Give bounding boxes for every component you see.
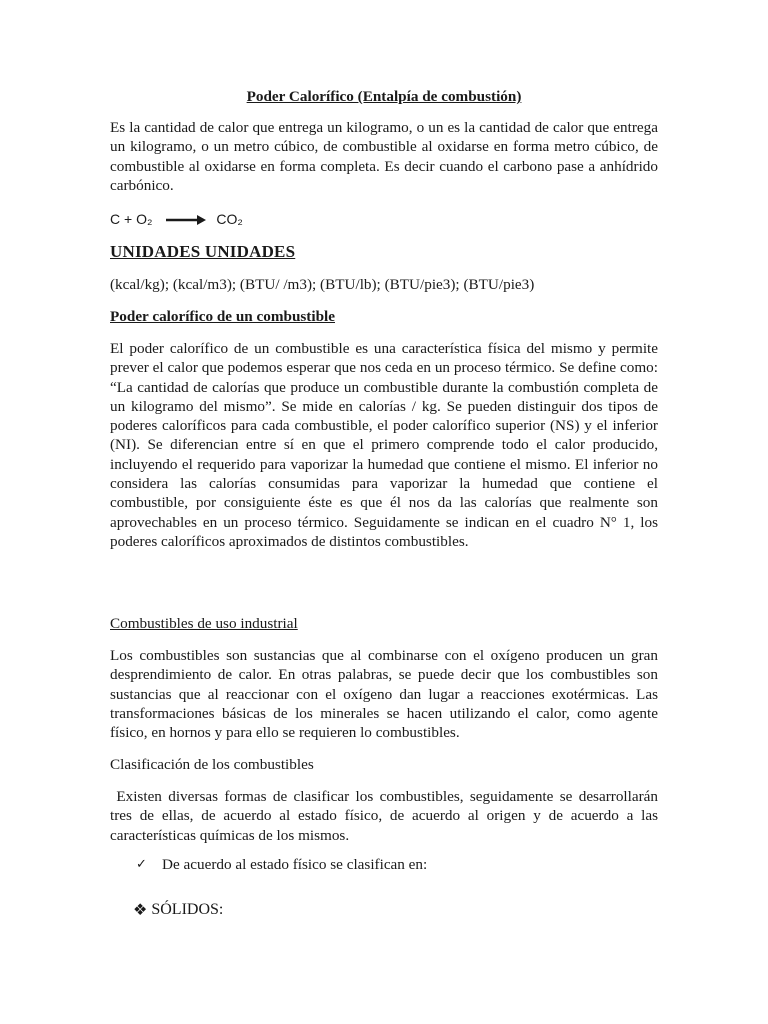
check-item-text: De acuerdo al estado físico se clasifican en:	[162, 856, 428, 873]
checkmark-icon: ✓	[136, 857, 147, 872]
units-list: (kcal/kg); (kcal/m3); (BTU/ /m3); (BTU/lb); (BTU/pie3); (BTU/pie3)	[110, 276, 535, 293]
industrial-fuels-paragraph: Los combustibles son sustancias que al combinarse con el oxígeno producen un gran desprendimiento de calor. En otras palabras, se puede decir que los combustibles son sustancias que al reaccionar con el oxígeno dan lugar a reacciones exotérmicas. Las transformaciones básicas de los minerales se hacen utilizando el calor, como agente físico, en hornos y para ello se requieren lo combustibles.	[110, 647, 658, 742]
poder-calorifico-heading: Poder calorífico de un combustible	[110, 308, 335, 325]
industrial-fuels-heading: Combustibles de uso industrial	[110, 615, 298, 632]
poder-calorifico-paragraph: El poder calorífico de un combustible es una característica física del mismo y permite prever el calor que podemos esperar que nos ceda en un proceso térmico. Se define como: “La cantidad de calorías que produce un combustible durante la combustión completa de un kilogramo del mismo”. Se mide en calorías / kg. Se pueden distinguir dos tipos de poderes caloríficos para cada combustible, el poder calorífico superior (NS) y el inferior (NI). Se diferencian entre sí en que el primero comprende todo el calor producido, incluyendo el requerido para vaporizar la humedad que contiene el mismo. El inferior no considera las calorías consumidas para vaporizar la humedad que contiene el combustible, por consiguiente éste es que él nos da las calorías que realmente son aprovechables en un proceso térmico. Seguidamente se indican en el cuadro N° 1, los poderes caloríficos aproximados de distintos combustibles.	[110, 340, 658, 550]
bullet-list-item	[133, 900, 681, 919]
equation-reactants: C + O₂	[110, 211, 153, 227]
chemical-equation	[110, 210, 658, 229]
equation-product: CO₂	[216, 211, 243, 227]
classification-heading: Clasificación de los combustibles	[110, 756, 314, 773]
check-list-item	[136, 855, 656, 874]
four-diamond-bullet-icon: ❖	[133, 900, 148, 919]
classification-paragraph: Existen diversas formas de clasificar los combustibles, seguidamente se desarrollarán tres de ellas, de acuerdo al estado físico, de acuerdo al origen y de acuerdo a las características químicas de los mismos.	[110, 788, 662, 844]
intro-paragraph: Es la cantidad de calor que entrega un kilogramo, o un es la cantidad de calor que entrega un kilogramo, o un metro cúbico, de combustible al oxidarse en forma metro cúbico, de combustible al oxidarse en forma completa. Es decir cuando el carbono pase a anhídrido carbónico.	[110, 119, 658, 194]
units-heading: UNIDADES UNIDADES	[110, 242, 296, 261]
right-arrow-icon	[166, 214, 206, 226]
solidos-text: SÓLIDOS:	[151, 901, 224, 918]
page-title: Poder Calorífico (Entalpía de combustión)	[246, 88, 522, 105]
